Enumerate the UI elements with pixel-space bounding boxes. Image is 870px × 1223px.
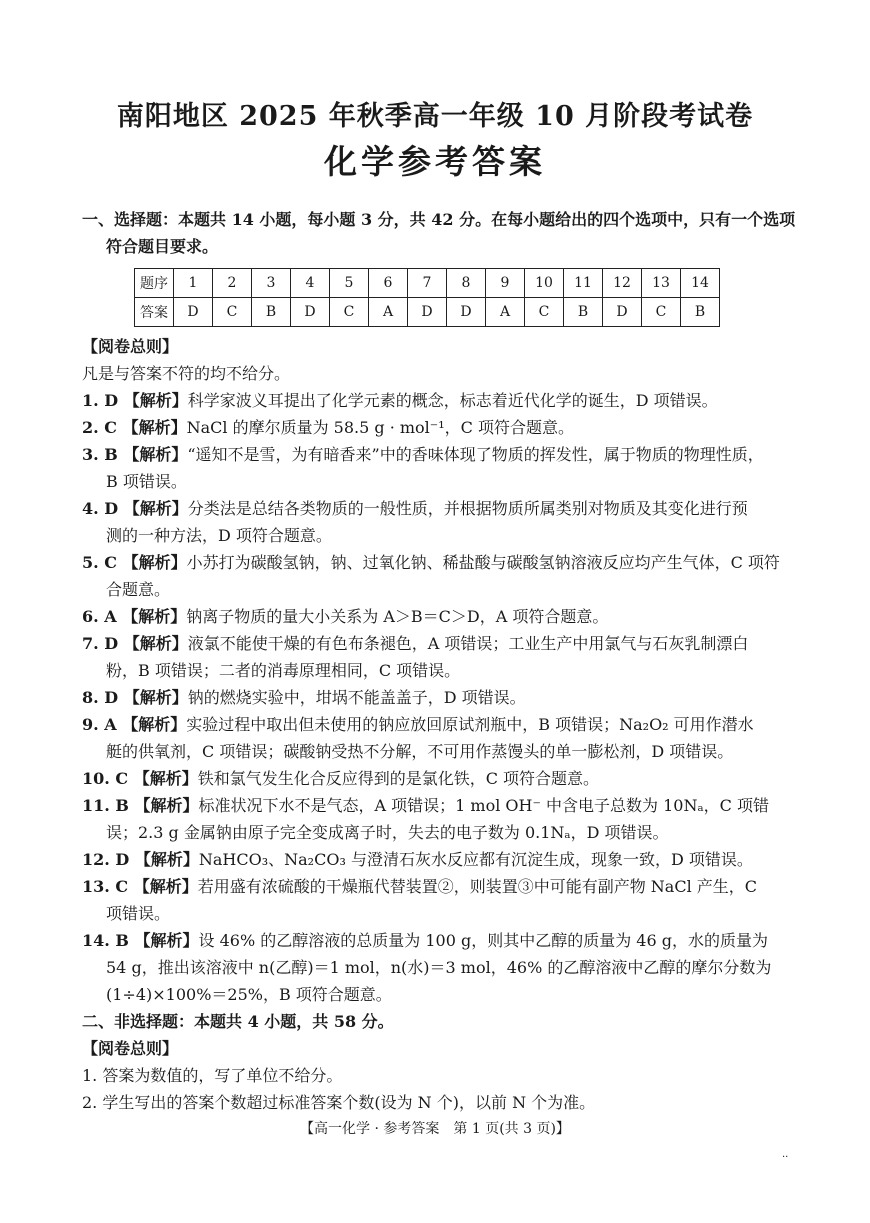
exam-title: 南阳地区 2025 年秋季高一年级 10 月阶段考试卷 [116, 101, 754, 132]
item-text-line1: 科学家波义耳提出了化学元素的概念，标志着近代化学的诞生，D 项错误。 [187, 391, 718, 410]
item-answer-lead: 4. D 【解析】 [82, 499, 188, 518]
question-number-cell: 13 [642, 269, 681, 298]
question-number-cell: 6 [369, 269, 408, 298]
item-answer-lead: 14. B 【解析】 [82, 931, 199, 950]
item-text-line1: 标准状况下水不是气态，A 项错误；1 mol OH⁻ 中含电子总数为 10Nₐ，C 项错 [198, 796, 769, 815]
corner-mark: ·· [782, 1152, 789, 1163]
explanation-item [82, 549, 800, 603]
item-answer-lead: 1. D 【解析】 [82, 391, 188, 410]
explanation-item [82, 927, 800, 1008]
section2-rule-2: 2. 学生写出的答案个数超过标准答案个数(设为 N 个)，以前 N 个为准。 [82, 1093, 596, 1112]
item-answer-lead: 6. A 【解析】 [82, 607, 187, 626]
rules-title: 【阅卷总则】 [82, 337, 179, 356]
question-number-cell: 10 [525, 269, 564, 298]
explanation-item [82, 765, 800, 792]
answer-cell: D [291, 298, 330, 327]
section2-heading: 二、非选择题：本题共 4 小题，共 58 分。 [82, 1012, 394, 1031]
section1-heading-line2: 符合题目要求。 [106, 237, 219, 256]
question-number-cell: 7 [408, 269, 447, 298]
row-label-answer: 答案 [135, 298, 174, 327]
explanation-item [82, 792, 800, 846]
item-text-line1: 若用盛有浓硫酸的干燥瓶代替装置②，则装置③中可能有副产物 NaCl 产生，C [197, 877, 758, 896]
question-number-cell: 8 [447, 269, 486, 298]
answer-cell: B [564, 298, 603, 327]
answer-cell: D [174, 298, 213, 327]
item-text-line1: 钠离子物质的量大小关系为 A＞B＝C＞D，A 项符合题意。 [186, 607, 609, 626]
answer-cell: B [252, 298, 291, 327]
item-text-continuation: 艇的供氧剂，C 项错误；碳酸钠受热不分解，不可用作蒸馒头的单一膨松剂，D 项错误。 [106, 742, 734, 761]
explanation-item [82, 630, 800, 684]
section2-rule-1: 1. 答案为数值的，写了单位不给分。 [82, 1066, 343, 1085]
question-number-cell: 4 [291, 269, 330, 298]
answer-cell: C [525, 298, 564, 327]
question-number-cell: 3 [252, 269, 291, 298]
item-text-line1: 分类法是总结各类物质的一般性质，并根据物质所属类别对物质及其变化进行预 [187, 499, 748, 518]
page-footer: 【高一化学 · 参考答案 第 1 页(共 3 页)】 [300, 1121, 570, 1137]
answer-cell: A [486, 298, 525, 327]
question-number-cell: 2 [213, 269, 252, 298]
item-text-continuation: 粉，B 项错误；二者的消毒原理相同，C 项错误。 [106, 661, 461, 680]
item-text-line1: 设 46% 的乙醇溶液的总质量为 100 g，则其中乙醇的质量为 46 g，水的质量为 [198, 931, 768, 950]
item-text-continuation: 测的一种方法，D 项符合题意。 [106, 526, 332, 545]
item-text-continuation: 54 g，推出该溶液中 n(乙醇)＝1 mol，n(水)＝3 mol，46% 的乙醇溶液中乙醇的摩尔分数为 [106, 958, 772, 977]
item-answer-lead: 12. D 【解析】 [82, 850, 199, 869]
rules-text: 凡是与答案不符的均不给分。 [82, 364, 291, 383]
answer-cell: A [369, 298, 408, 327]
answer-cell: D [447, 298, 486, 327]
explanation-item [82, 711, 800, 765]
item-text-line1: NaHCO₃、Na₂CO₃ 与澄清石灰水反应都有沉淀生成，现象一致，D 项错误。 [198, 850, 753, 869]
answer-cell: C [642, 298, 681, 327]
item-answer-lead: 9. A 【解析】 [82, 715, 187, 734]
item-text-continuation: 项错误。 [106, 904, 171, 923]
question-number-cell: 11 [564, 269, 603, 298]
item-text-line1: 小苏打为碳酸氢钠，钠、过氧化钠、稀盐酸与碳酸氢钠溶液反应均产生气体，C 项符 [186, 553, 780, 572]
answer-cell: B [681, 298, 720, 327]
item-text-continuation: 误；2.3 g 金属钠由原子完全变成离子时，失去的电子数为 0.1Nₐ，D 项错误。 [106, 823, 669, 842]
question-number-cell: 14 [681, 269, 720, 298]
item-answer-lead: 5. C 【解析】 [82, 553, 187, 572]
item-text-continuation: 合题意。 [106, 580, 171, 599]
item-answer-lead: 3. B 【解析】 [82, 445, 188, 464]
question-number-cell: 5 [330, 269, 369, 298]
item-text-line1: 实验过程中取出但未使用的钠应放回原试剂瓶中，B 项错误；Na₂O₂ 可用作潜水 [186, 715, 754, 734]
item-text-line1: 钠的燃烧实验中，坩埚不能盖盖子，D 项错误。 [187, 688, 526, 707]
explanation-item [82, 846, 800, 873]
explanation-list [82, 387, 800, 1008]
section2-rules-title: 【阅卷总则】 [82, 1039, 179, 1058]
section1-heading [82, 206, 800, 260]
answer-cell: D [603, 298, 642, 327]
answer-cell: D [408, 298, 447, 327]
answer-cell: C [330, 298, 369, 327]
item-text-line1: “遥知不是雪，为有暗香来”中的香味体现了物质的挥发性，属于物质的物理性质， [187, 445, 764, 464]
answer-table-answer-row [135, 298, 720, 327]
section1-heading-line1: 一、选择题：本题共 14 小题，每小题 3 分，共 42 分。在每小题给出的四个选项中，只有一个选项 [82, 210, 796, 229]
item-text-line1: NaCl 的摩尔质量为 58.5 g · mol⁻¹，C 项符合题意。 [186, 418, 574, 437]
item-answer-lead: 11. B 【解析】 [82, 796, 199, 815]
answer-cell: C [213, 298, 252, 327]
explanation-item [82, 873, 800, 927]
row-label-number: 题序 [135, 269, 174, 298]
item-answer-lead: 7. D 【解析】 [82, 634, 188, 653]
question-number-cell: 12 [603, 269, 642, 298]
answer-table [134, 268, 720, 327]
explanation-item [82, 441, 800, 495]
item-answer-lead: 10. C 【解析】 [82, 769, 198, 788]
item-answer-lead: 2. C 【解析】 [82, 418, 187, 437]
item-text-continuation: (1÷4)×100%＝25%，B 项符合题意。 [106, 985, 392, 1004]
explanation-item [82, 414, 800, 441]
explanation-item [82, 495, 800, 549]
item-answer-lead: 8. D 【解析】 [82, 688, 188, 707]
item-text-continuation: B 项错误。 [106, 472, 187, 491]
question-number-cell: 9 [486, 269, 525, 298]
explanation-item [82, 603, 800, 630]
question-number-cell: 1 [174, 269, 213, 298]
explanation-item [82, 387, 800, 414]
explanation-item [82, 684, 800, 711]
item-text-line1: 铁和氯气发生化合反应得到的是氯化铁，C 项符合题意。 [197, 769, 600, 788]
content [82, 206, 800, 1116]
answer-table-number-row [135, 269, 720, 298]
item-answer-lead: 13. C 【解析】 [82, 877, 198, 896]
answer-title: 化学参考答案 [324, 142, 546, 181]
item-text-line1: 液氯不能使干燥的有色布条褪色，A 项错误；工业生产中用氯气与石灰乳制漂白 [187, 634, 749, 653]
